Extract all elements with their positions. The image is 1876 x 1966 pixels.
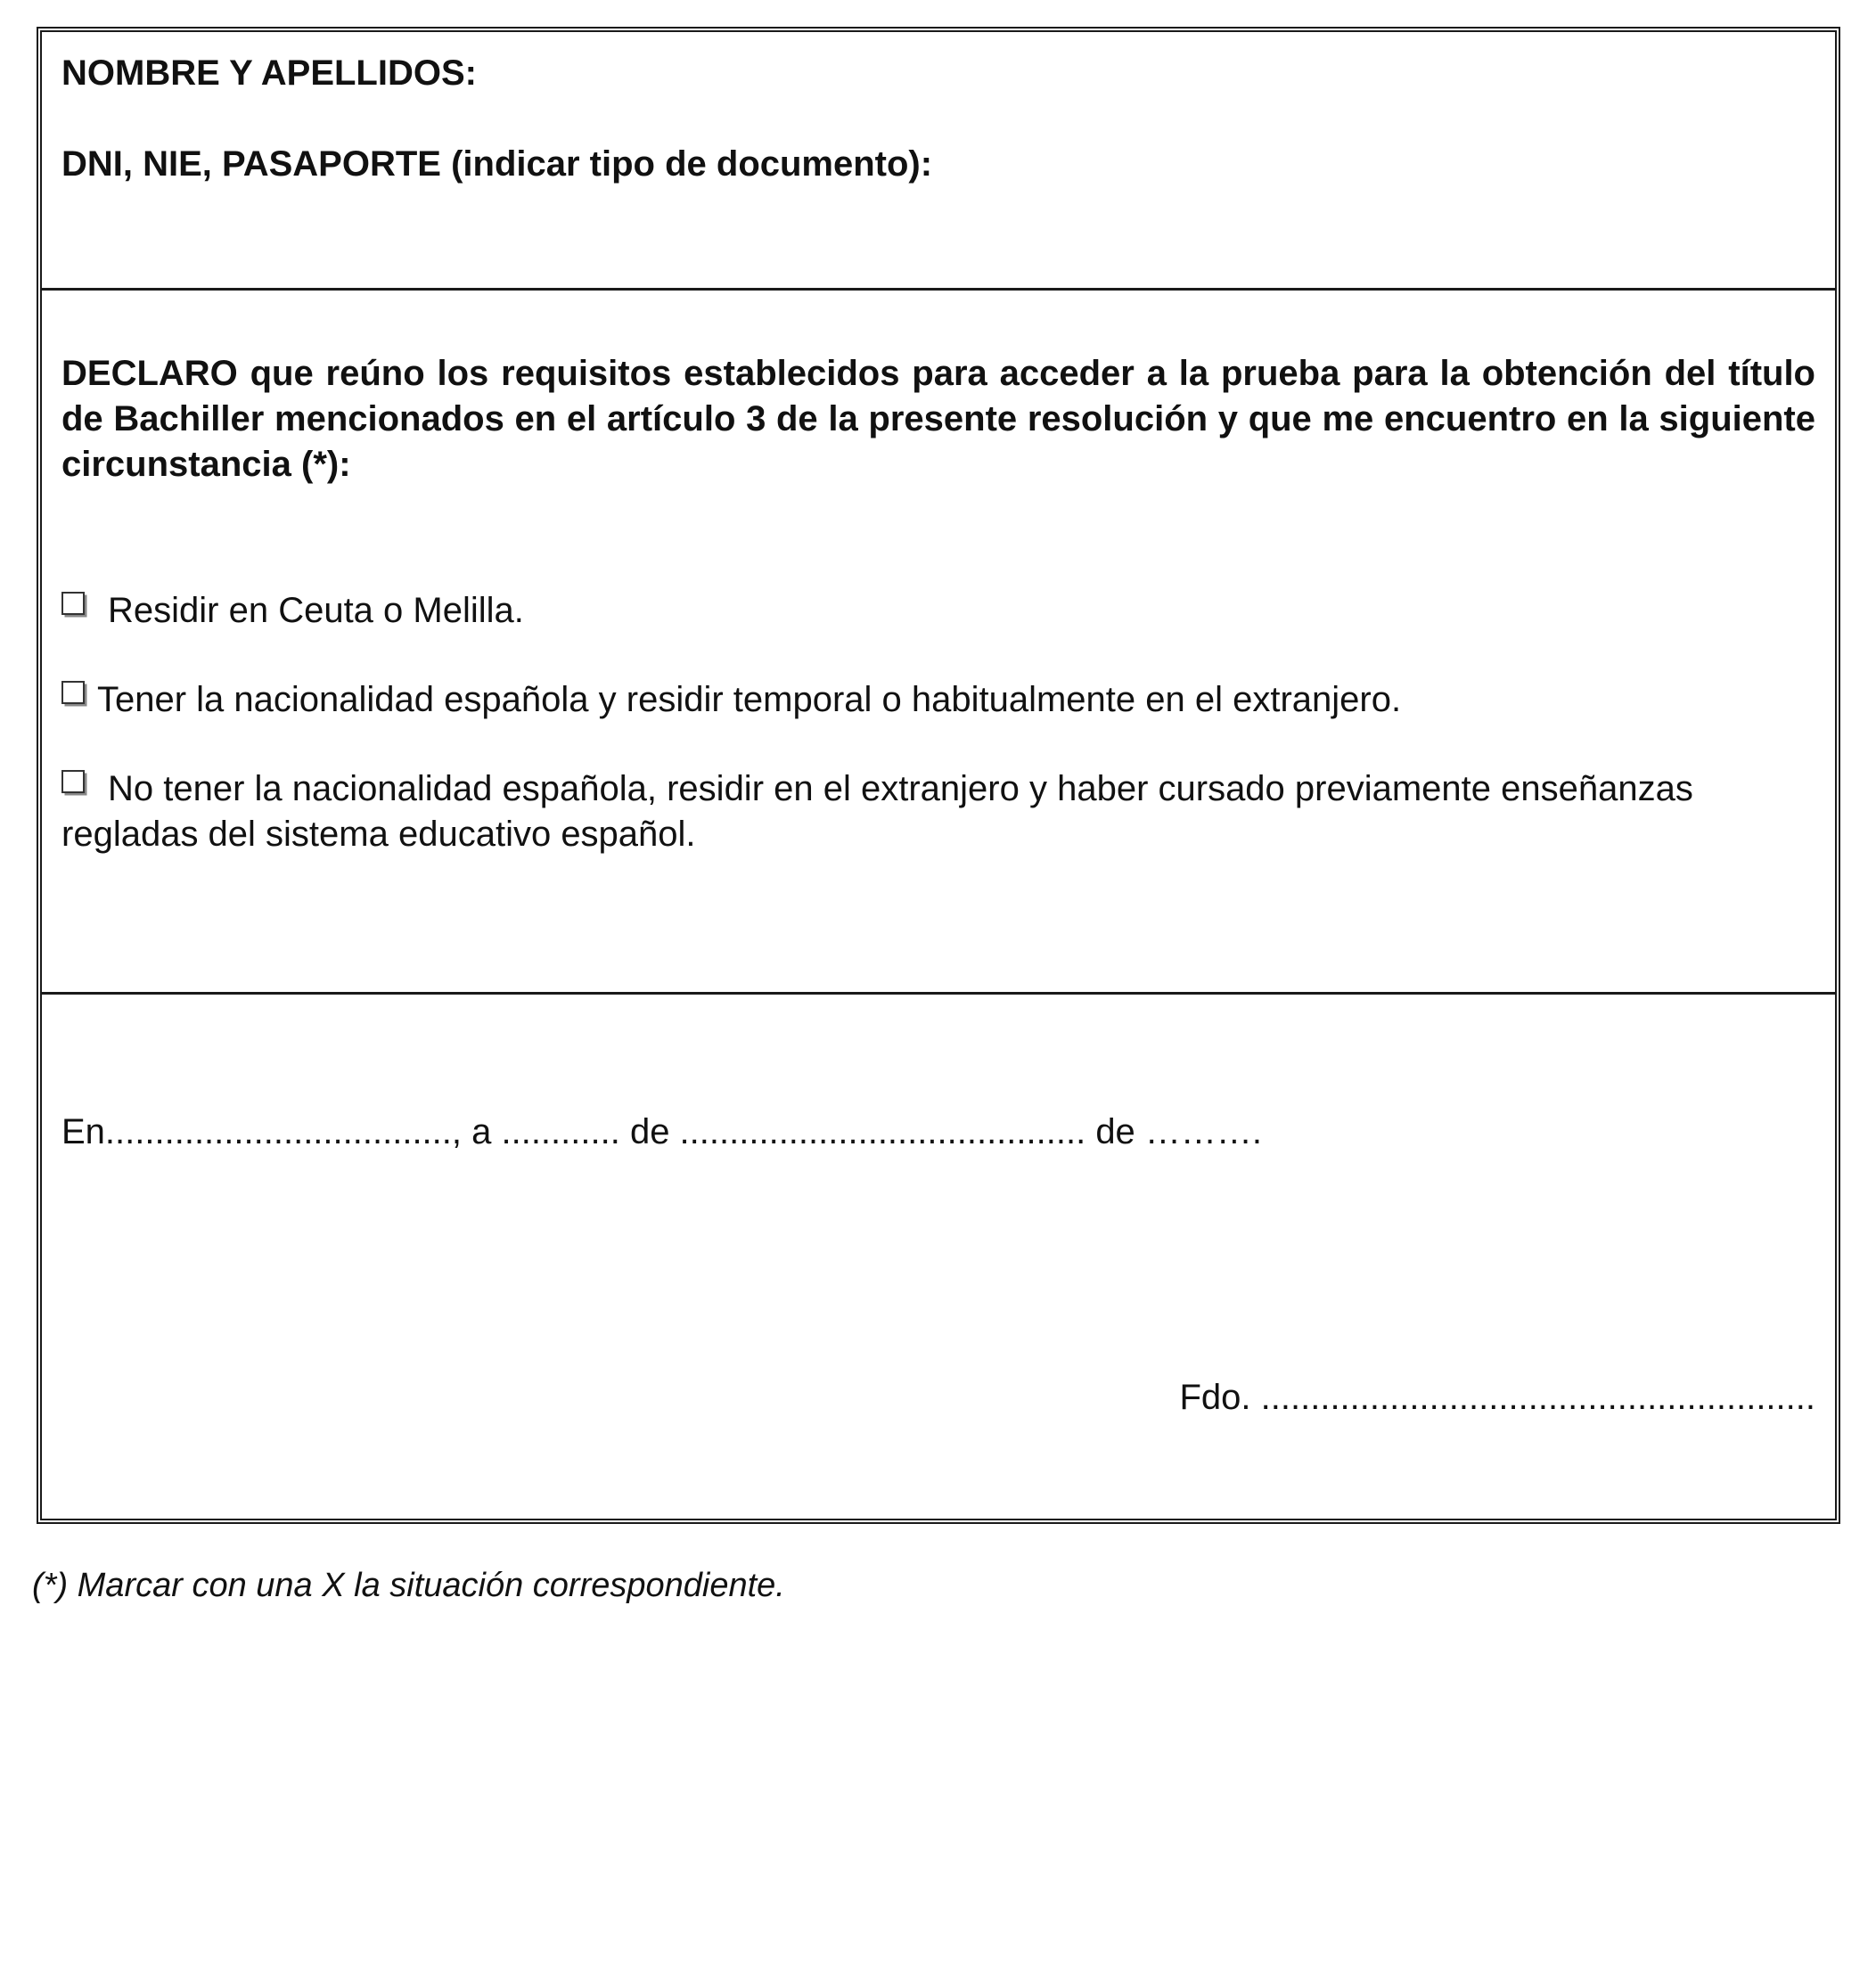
option-label: Residir en Ceuta o Melilla. (108, 591, 524, 630)
place-date-line: En..................................., a ............ de ......................................... de ………. (61, 1112, 1263, 1151)
checkbox-icon[interactable] (61, 770, 85, 793)
signature-line: Fdo. ........................................................ (1179, 1378, 1815, 1417)
option-nacionalidad-extranjero (61, 677, 1815, 723)
signature-section (42, 995, 1835, 1519)
id-document-field-label: DNI, NIE, PASAPORTE (indicar tipo de documento): (61, 144, 933, 184)
declaration-section (42, 291, 1835, 995)
declaration-statement: DECLARO que reúno los requisitos establecidos para acceder a la prueba para la obtención del título de Bachiller mencionados en el artículo 3 de la presente resolución y que me encuentro en la siguiente circunstancia (*): (61, 354, 1815, 484)
identity-section (42, 32, 1835, 291)
name-field-label: NOMBRE Y APELLIDOS: (61, 53, 477, 93)
option-label: No tener la nacionalidad española, residir en el extranjero y haber cursado previamente enseñanzas regladas del sistema educativo español. (61, 769, 1693, 854)
declaration-form (37, 27, 1840, 1524)
footnote: (*) Marcar con una X la situación correspondiente. (32, 1567, 785, 1604)
option-no-nacionalidad (61, 766, 1815, 857)
option-label: Tener la nacionalidad española y residir temporal o habitualmente en el extranjero. (97, 680, 1402, 719)
option-residir-ceuta-melilla (61, 588, 1815, 634)
checkbox-icon[interactable] (61, 681, 85, 704)
checkbox-icon[interactable] (61, 592, 85, 615)
